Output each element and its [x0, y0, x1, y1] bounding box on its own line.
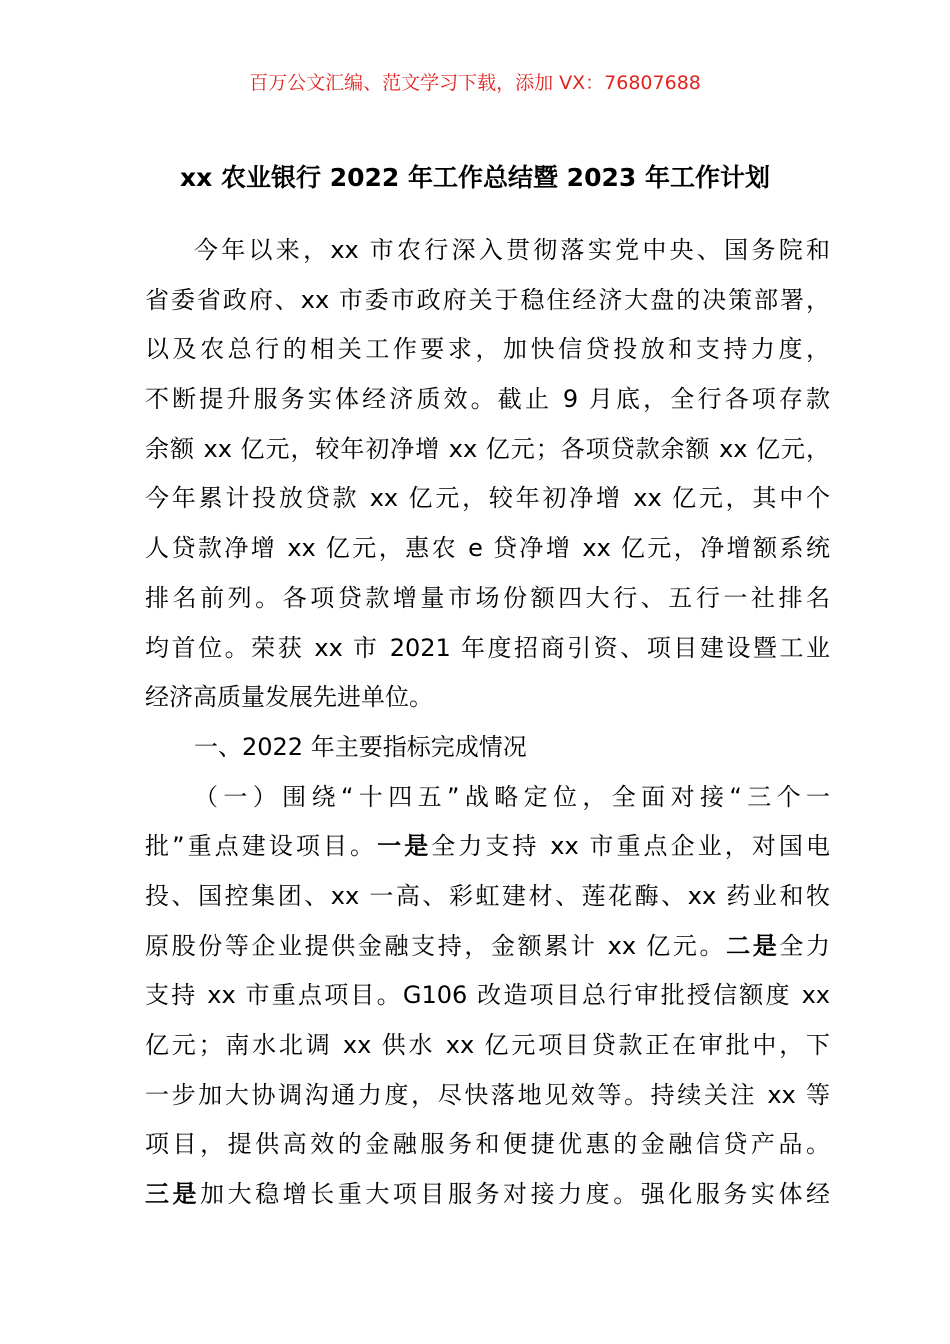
text-line	[145, 723, 830, 773]
text-segment: 支持 xx 市重点项目。G106 改造项目总行审批授信额度 xx	[145, 981, 830, 1010]
text-segment: 经济高质量发展先进单位。	[145, 683, 433, 712]
text-segment: 余额 xx 亿元，较年初净增 xx 亿元；各项贷款余额 xx 亿元，	[145, 434, 830, 463]
watermark-header: 百万公文汇编、范文学习下载，添加 VX：76807688	[249, 72, 701, 94]
text-line	[145, 624, 830, 674]
text-segment: 项目，提供高效的金融服务和便捷优惠的金融信贷产品。	[145, 1130, 830, 1159]
text-line	[145, 1170, 830, 1220]
text-line	[145, 971, 830, 1021]
text-line	[145, 226, 830, 276]
text-segment: 批”重点建设项目。	[145, 832, 378, 861]
text-segment: 全力支持 xx 市重点企业，对国电	[431, 832, 831, 861]
bold-text: 二是	[726, 931, 780, 960]
text-segment: 加大稳增长重大项目服务对接力度。强化服务实体经	[200, 1180, 831, 1209]
text-segment: 不断提升服务实体经济质效。截止 9 月底，全行各项存款	[145, 385, 830, 414]
text-line	[145, 1021, 830, 1071]
text-segment: 今年累计投放贷款 xx 亿元，较年初净增 xx 亿元，其中个	[145, 484, 830, 513]
document-title: xx 农业银行 2022 年工作总结暨 2023 年工作计划	[180, 163, 770, 192]
text-segment: 均首位。荣获 xx 市 2021 年度招商引资、项目建设暨工业	[145, 633, 830, 662]
text-line	[145, 673, 830, 723]
text-line	[145, 872, 830, 922]
document-body	[145, 226, 830, 1220]
text-line	[145, 524, 830, 574]
text-segment: 投、国控集团、xx 一高、彩虹建材、莲花酶、xx 药业和牧	[145, 881, 830, 910]
text-line	[145, 425, 830, 475]
text-line	[145, 276, 830, 326]
text-segment: 人贷款净增 xx 亿元，惠农 e 贷净增 xx 亿元，净增额系统	[145, 534, 830, 563]
text-segment: 省委省政府、xx 市委市政府关于稳住经济大盘的决策部署，	[145, 285, 830, 314]
text-line	[145, 1120, 830, 1170]
text-line	[145, 1071, 830, 1121]
text-segment: （一）围绕“十四五”战略定位，全面对接“三个一	[194, 782, 830, 811]
bold-text: 一是	[377, 832, 432, 861]
text-segment: 一、2022 年主要指标完成情况	[194, 732, 527, 761]
text-line	[145, 574, 830, 624]
text-line	[145, 773, 830, 823]
text-segment: 全力	[779, 931, 831, 960]
text-segment: 以及农总行的相关工作要求，加快信贷投放和支持力度，	[145, 335, 830, 364]
text-line	[145, 325, 830, 375]
text-line	[145, 922, 830, 972]
text-line	[145, 474, 830, 524]
text-segment: 原股份等企业提供金融支持，金额累计 xx 亿元。	[145, 931, 727, 960]
text-line	[145, 375, 830, 425]
text-segment: 亿元；南水北调 xx 供水 xx 亿元项目贷款正在审批中，下	[145, 1031, 830, 1059]
text-segment: 一步加大协调沟通力度，尽快落地见效等。持续关注 xx 等	[145, 1080, 830, 1109]
text-line	[145, 822, 830, 872]
text-segment: 今年以来，xx 市农行深入贯彻落实党中央、国务院和	[194, 236, 830, 264]
bold-text: 三是	[145, 1180, 201, 1209]
text-segment: 排名前列。各项贷款增量市场份额四大行、五行一社排名	[145, 583, 830, 612]
